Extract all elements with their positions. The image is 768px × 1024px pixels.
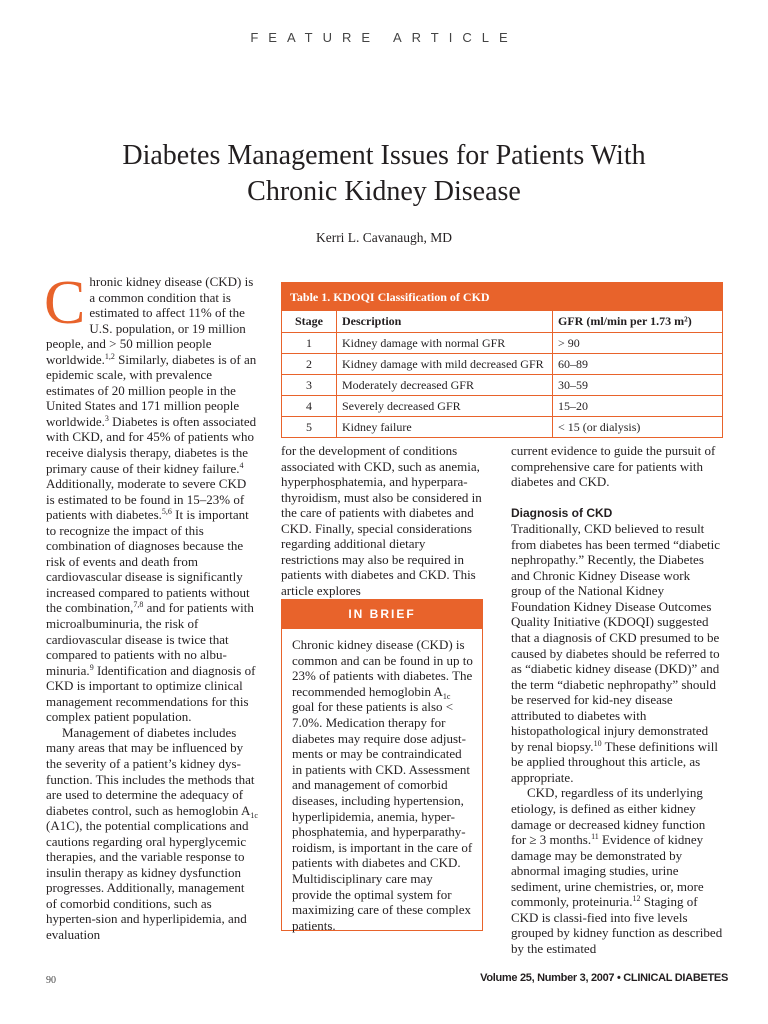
- table-cell: Kidney damage with mild decreased GFR: [337, 354, 553, 375]
- table-row: [282, 396, 722, 417]
- drop-cap: C: [44, 269, 86, 337]
- article-title: [40, 138, 728, 210]
- citation: 7,8: [133, 600, 144, 610]
- author-byline: Kerri L. Cavanaugh, MD: [315, 230, 453, 245]
- table-cell: 15–20: [553, 396, 723, 417]
- section-heading: Diagnosis of CKD: [511, 505, 613, 520]
- title-line-1: Diabetes Management Issues for Patients With: [122, 140, 646, 171]
- subscript: 1c: [250, 810, 258, 820]
- table-header-row: [282, 311, 722, 333]
- table-cell: 5: [282, 417, 337, 438]
- table-row: [282, 354, 722, 375]
- column-3: [511, 443, 723, 957]
- table-cell: Kidney failure: [337, 417, 553, 438]
- intro-paragraph: Chronic kidney disease (CKD) is a common condition that is estimated to affect 11% of the U.S. population, or 19 million people, and > 50 million people worldwide.$^{1,2}$ Similarly, diabetes is of an epidemic scale, with prevalence estimates of 20 million people in the United States and 171 million people worldwide.$^3$ Diabetes is often associated with CKD, and for 45% of patients who receive dialysis therapy, diabetes is the primary cause of their kidney failure.$^4$ Additionally, moderate to severe CKD is estimated to be found in 15–23% of patients with diabetes.$^{5,6}$ It is important to recognize the impact of this combination of diagnoses because the risk of events and death from cardiovascular disease is significantly increased compared to patients without the combination,$^{7,8}$ and for patients with microalbuminuria, the risk of cardiovascular disease is twice that compared to patients with no albu-minuria.$^9$ Identification and diagnosis of CKD is important to optimize clinical management recommendations for this complex patient population.: [44, 269, 257, 725]
- subscript: 1c: [442, 691, 451, 701]
- page-number: 90: [46, 975, 56, 986]
- table-cell: 60–89: [553, 354, 723, 375]
- table-cell: Kidney damage with normal GFR: [337, 333, 553, 354]
- citation: 11: [591, 832, 599, 842]
- table-header-cell: GFR (ml/min per 1.73 m²): [553, 311, 723, 333]
- body-paragraph: for the development of conditions associated with CKD, such as anemia, hyperphosphatemia, and hyperpara-thyroidism, must also be considered in the care of patients with diabetes and CKD. Finally, special considerations regarding additional dietary restrictions may also be required in patients with diabetes and CKD. This article explores: [281, 443, 482, 598]
- body-paragraph: current evidence to guide the pursuit of comprehensive care for patients with diabetes and CKD.: [511, 443, 716, 490]
- table-cell: < 15 (or dialysis): [553, 417, 723, 438]
- table-row: [282, 375, 722, 396]
- citation: 3: [104, 413, 109, 423]
- table-header-cell: Stage: [282, 311, 337, 333]
- table-cell: Severely decreased GFR: [337, 396, 553, 417]
- in-brief-box: [281, 599, 483, 931]
- in-brief-text: Chronic kidney disease (CKD) is common and can be found in up to 23% of patients with diabetes. The recommended hemoglobin $A_{1c}$ goal for these patients is also < 7.0%. Medication therapy for diabetes may require dose adjust-ments or may be contraindicated in patients with CKD. Assessment and management of comorbid diseases, including hypertension, hyperlipidemia, anemia, hyper-phosphatemia, and hyperparathy-roidism, is important in the care of patients with diabetes and CKD. Multidisciplinary care may provide the optimal system for maximizing care of these complex patients.: [292, 637, 473, 933]
- body-paragraph: Management of diabetes includes many areas that may be influenced by the severity of a patient’s kidney dys-function. This includes the methods that are used to determine the adequacy of diabetes control, such as hemoglobin $A_{1c}$ (A1C), the potential complications and cautions regarding oral hyperglycemic therapies, and the variable response to insulin therapy as kidney dysfunction progresses. Additionally, management of comorbid conditions, such as hyperten-sion and hyperlipidemia, and evaluation: [46, 724, 258, 942]
- column-2: [281, 443, 483, 598]
- citation: 9: [89, 662, 94, 672]
- citation: 5,6: [161, 507, 172, 517]
- table-cell: 3: [282, 375, 337, 396]
- in-brief-heading: IN BRIEF: [282, 600, 482, 629]
- table-cell: 1: [282, 333, 337, 354]
- table-row: [282, 333, 722, 354]
- table-cell: 2: [282, 354, 337, 375]
- issue-info: Volume 25, Number 3, 2007 • CLINICAL DIABETES: [480, 972, 728, 984]
- column-1: [44, 269, 258, 943]
- citation: 10: [593, 738, 602, 748]
- table-cell: 30–59: [553, 375, 723, 396]
- table-caption: Table 1. KDOQI Classification of CKD: [282, 283, 722, 311]
- table-row: [282, 417, 722, 438]
- section-label: FEATURE ARTICLE: [250, 30, 518, 45]
- citation: 4: [239, 460, 244, 470]
- table-cell: 4: [282, 396, 337, 417]
- table-header-cell: Description: [337, 311, 553, 333]
- citation: 12: [632, 894, 641, 904]
- body-paragraph: CKD, regardless of its underlying etiology, is defined as either kidney damage or decreased kidney function for ≥ 3 months.$^{11}$ Evidence of kidney damage may be demonstrated by abnormal imaging studies, urine sediment, urine chemistries, or, more commonly, proteinuria.$^{12}$ Staging of CKD is classi-fied into five levels grouped by kidney function as described by the estimated: [511, 785, 723, 956]
- kdoqi-table: [281, 282, 723, 438]
- title-line-2: Chronic Kidney Disease: [247, 176, 521, 207]
- citation: 1,2: [104, 351, 115, 361]
- table-cell: > 90: [553, 333, 723, 354]
- table-cell: Moderately decreased GFR: [337, 375, 553, 396]
- body-paragraph: Traditionally, CKD believed to result from diabetes has been termed “diabetic nephropathy.” Recently, the Diabetes and Chronic Kidney Disease work group of the National Kidney Foundation Kidney Disease Outcomes Quality Initiative (KDOQI) suggested that a diagnosis of CKD presumed to be caused by diabetes should be referred to as “diabetic kidney disease (DKD)” and the term “diabetic nephropathy” should be reserved for kid-ney disease attributed to diabetes with histopathological injury demonstrated by renal biopsy.$^{10}$ These definitions will be applied throughout this article, as appropriate.: [511, 521, 720, 785]
